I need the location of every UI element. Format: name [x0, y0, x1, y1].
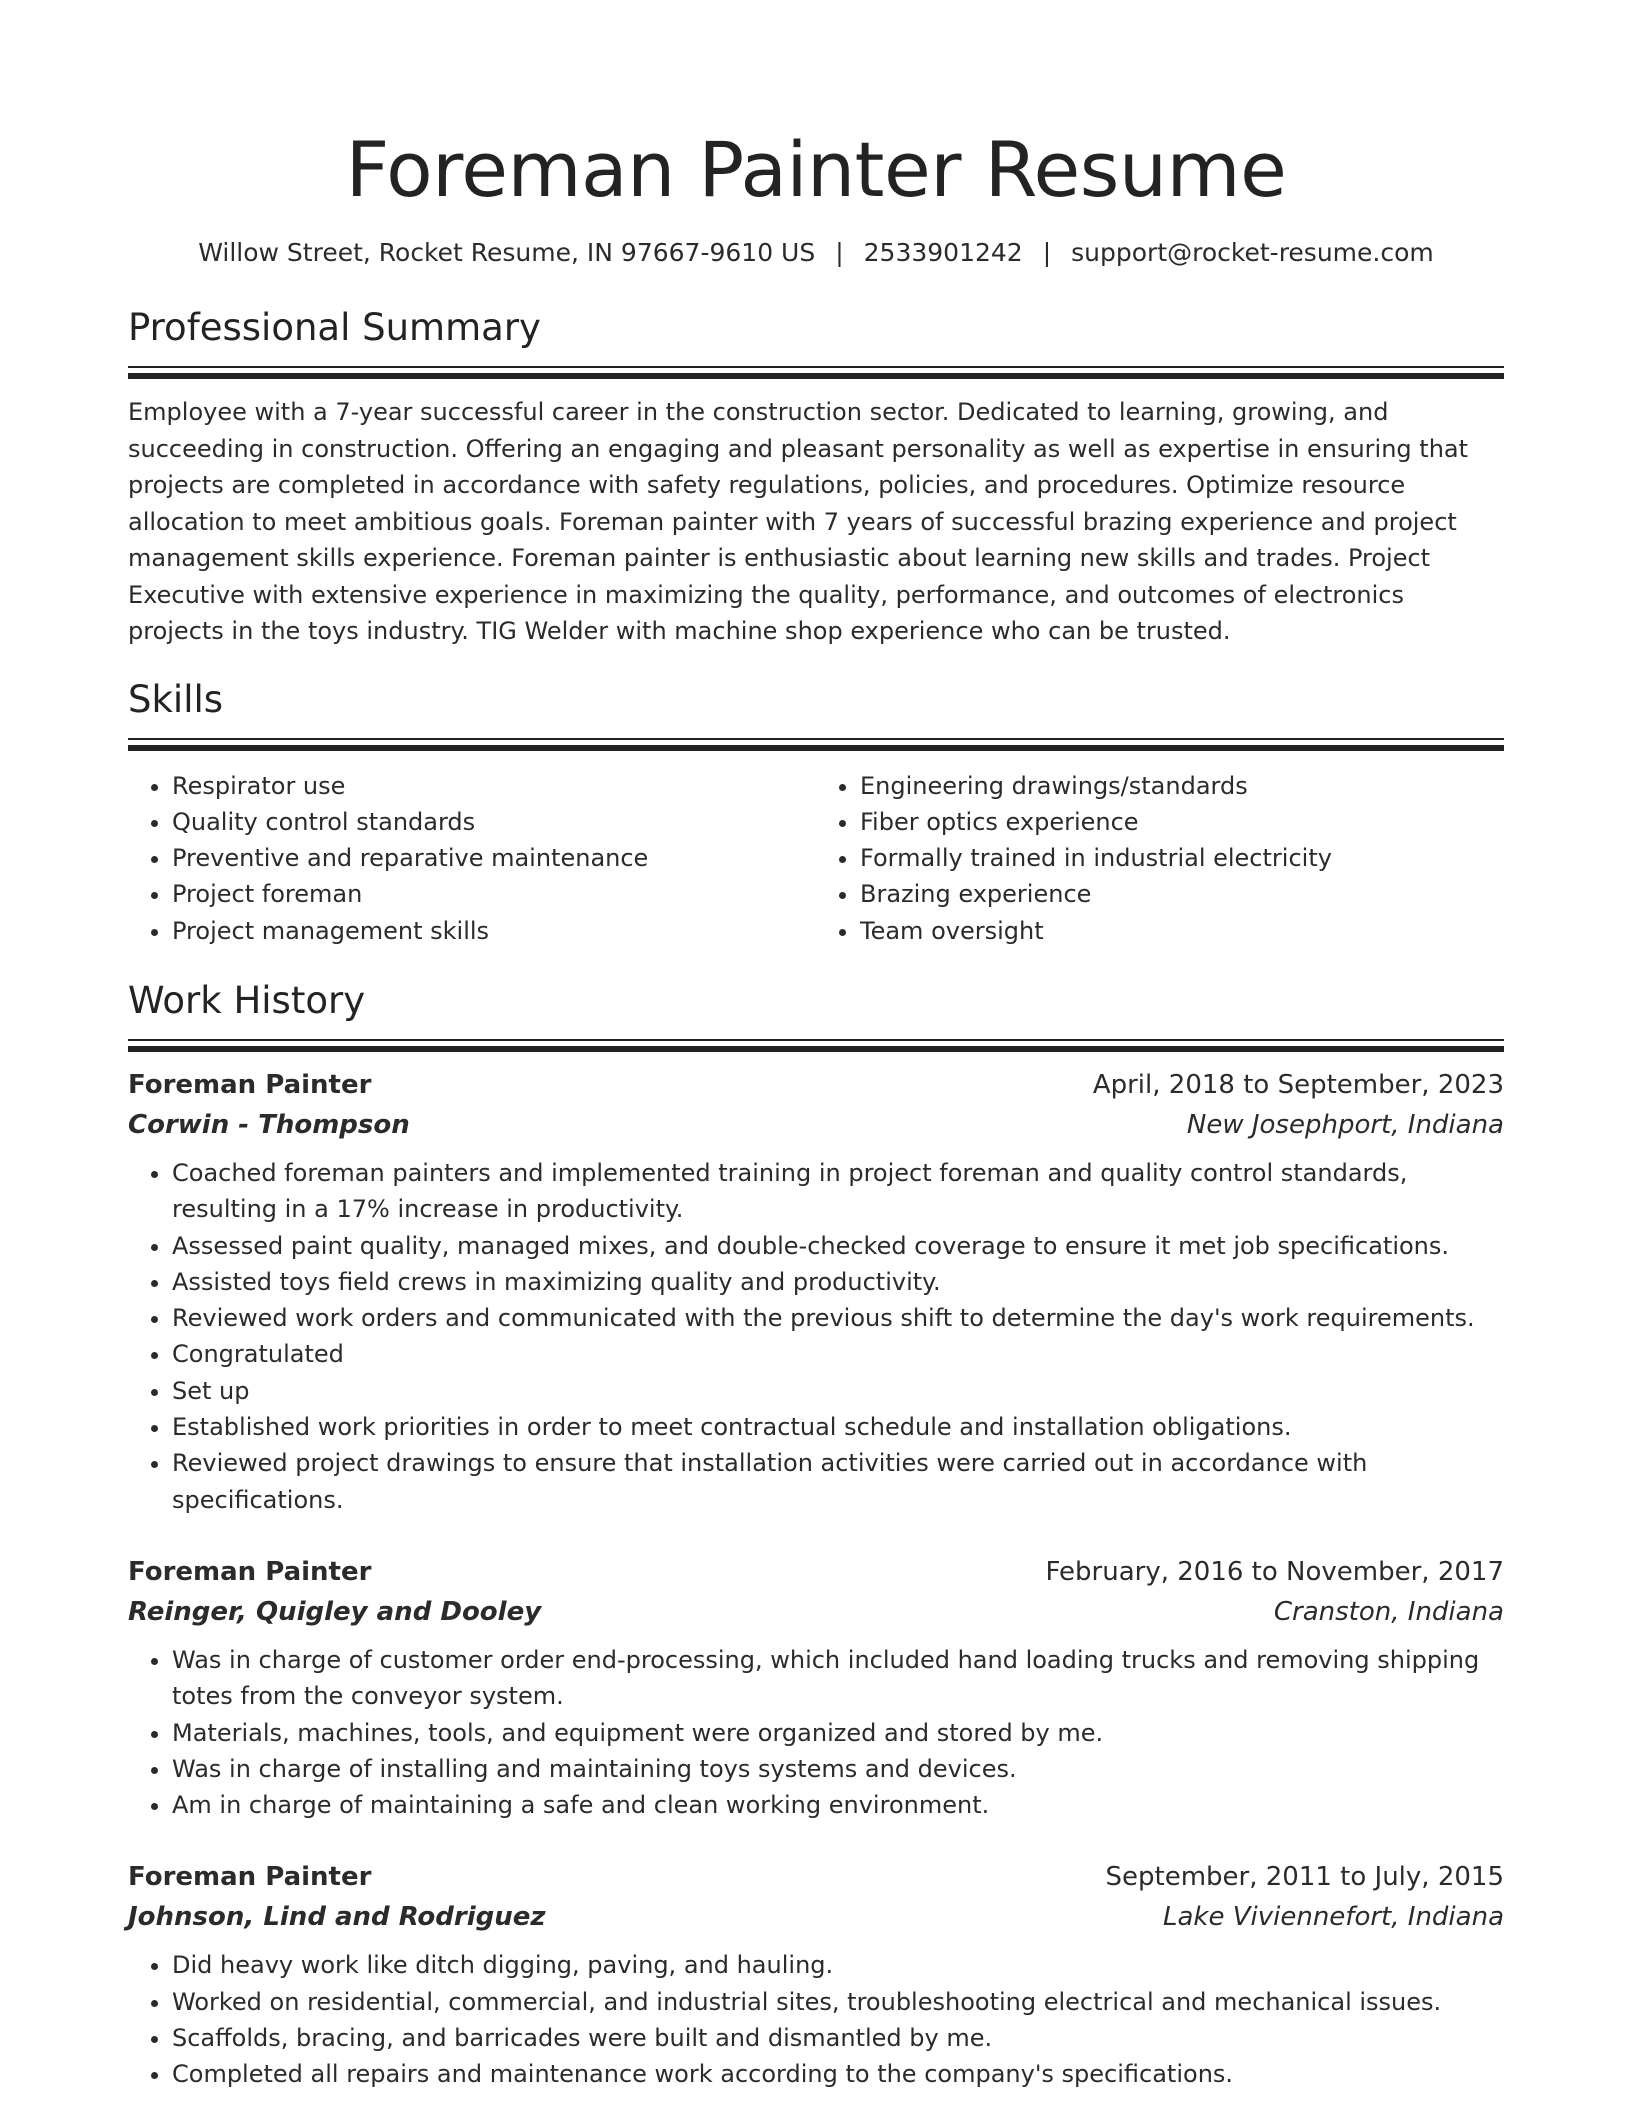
job-bullet-list — [128, 1642, 1504, 1823]
job-company: Corwin - Thompson — [128, 1109, 410, 1140]
job-bullet: • Was in charge of customer order end-processing, which included hand loading trucks and removing shipping totes from the conveyor system. — [172, 1642, 1504, 1715]
skill-item: • Team oversight — [860, 913, 1504, 949]
job-dates: February, 2016 to November, 2017 — [1045, 1556, 1504, 1587]
job-title: Foreman Painter — [128, 1862, 372, 1893]
section-divider — [128, 738, 1504, 752]
job-entry — [128, 1552, 1504, 1823]
job-bullet: • Reviewed work orders and communicated with the previous shift to determine the day's work requirements. — [172, 1300, 1504, 1336]
summary-section — [128, 304, 1504, 650]
skills-list-right — [816, 768, 1504, 949]
job-bullet: • Established work priorities in order to meet contractual schedule and installation obligations. — [172, 1409, 1504, 1445]
job-subheader — [128, 1105, 1504, 1145]
job-subheader — [128, 1897, 1504, 1937]
contact-line — [128, 236, 1504, 270]
section-divider — [128, 366, 1504, 380]
job-location: Cranston, Indiana — [1273, 1596, 1504, 1627]
summary-text: Employee with a 7-year successful career in the construction sector. Dedicated to learning, growing, and succeeding in construction. Offering an engaging and pleasant personality as well as expertise in ensuring that projects are completed in accordance with safety regulations, policies, and procedures. Optimize resource allocation to meet ambitious goals. Foreman painter with 7 years of successful brazing experience and project management skills experience. Foreman painter is enthusiastic about learning new skills and trades. Project Executive with extensive experience in maximizing the quality, performance, and outcomes of electronics projects in the toys industry. TIG Welder with machine shop experience who can be trusted. — [128, 398, 1469, 645]
job-location: New Josephport, Indiana — [1186, 1109, 1504, 1140]
job-header — [128, 1065, 1504, 1105]
job-bullet: • Completed all repairs and maintenance work according to the company's specifications. — [172, 2056, 1504, 2092]
page-title: Foreman Painter Resume — [345, 125, 1287, 214]
job-bullet: • Assisted toys field crews in maximizing quality and productivity. — [172, 1264, 1504, 1300]
job-bullet: • Worked on residential, commercial, and industrial sites, troubleshooting electrical and mechanical issues. — [172, 1984, 1504, 2020]
skills-list-left — [128, 768, 816, 949]
job-bullet: • Did heavy work like ditch digging, paving, and hauling. — [172, 1947, 1504, 1983]
contact-email: support@rocket-resume.com — [1071, 238, 1434, 267]
job-bullet: • Assessed paint quality, managed mixes, and double-checked coverage to ensure it met job specifications. — [172, 1228, 1504, 1264]
job-bullet-list — [128, 1947, 1504, 2092]
job-bullet: • Set up — [172, 1373, 1504, 1409]
skill-item: • Preventive and reparative maintenance — [172, 840, 816, 876]
skill-item: • Engineering drawings/standards — [860, 768, 1504, 804]
job-header — [128, 1552, 1504, 1592]
work-history-section — [128, 977, 1504, 2093]
job-entry — [128, 1065, 1504, 1518]
job-title: Foreman Painter — [128, 1069, 372, 1100]
job-bullet: • Was in charge of installing and maintaining toys systems and devices. — [172, 1751, 1504, 1787]
contact-separator: | — [835, 238, 844, 267]
resume-page — [128, 0, 1504, 2127]
skill-item: • Project foreman — [172, 876, 816, 912]
skill-item: • Brazing experience — [860, 876, 1504, 912]
job-title: Foreman Painter — [128, 1556, 372, 1587]
job-location: Lake Viviennefort, Indiana — [1163, 1902, 1504, 1933]
skill-item: • Fiber optics experience — [860, 804, 1504, 840]
summary-heading: Professional Summary — [128, 306, 541, 349]
contact-phone: 2533901242 — [863, 238, 1023, 267]
contact-address: Willow Street, Rocket Resume, IN 97667-9610 US — [198, 238, 816, 267]
job-dates: April, 2018 to September, 2023 — [1092, 1069, 1504, 1100]
skills-section — [128, 676, 1504, 949]
job-bullet: • Materials, machines, tools, and equipment were organized and stored by me. — [172, 1715, 1504, 1751]
skill-item: • Formally trained in industrial electricity — [860, 840, 1504, 876]
job-bullet: • Coached foreman painters and implemented training in project foreman and quality control standards, resulting in a 17% increase in productivity. — [172, 1155, 1504, 1228]
contact-separator: | — [1042, 238, 1052, 267]
skill-item: • Quality control standards — [172, 804, 816, 840]
job-entry — [128, 1857, 1504, 2092]
job-company: Reinger, Quigley and Dooley — [128, 1596, 542, 1627]
section-divider — [128, 1039, 1504, 1053]
skill-item: • Respirator use — [172, 768, 816, 804]
job-dates: September, 2011 to July, 2015 — [1105, 1862, 1504, 1893]
job-bullet: • Congratulated — [172, 1336, 1504, 1372]
job-bullet: • Scaffolds, bracing, and barricades were built and dismantled by me. — [172, 2020, 1504, 2056]
job-header — [128, 1857, 1504, 1897]
job-bullet: • Am in charge of maintaining a safe and clean working environment. — [172, 1787, 1504, 1823]
skill-item: • Project management skills — [172, 913, 816, 949]
job-bullet: • Reviewed project drawings to ensure that installation activities were carried out in accordance with specifications. — [172, 1445, 1504, 1518]
job-bullet-list — [128, 1155, 1504, 1518]
skills-heading: Skills — [128, 677, 224, 721]
skills-columns — [128, 768, 1504, 949]
work-history-heading: Work History — [128, 978, 366, 1022]
job-company: Johnson, Lind and Rodriguez — [128, 1902, 546, 1933]
job-subheader — [128, 1592, 1504, 1632]
